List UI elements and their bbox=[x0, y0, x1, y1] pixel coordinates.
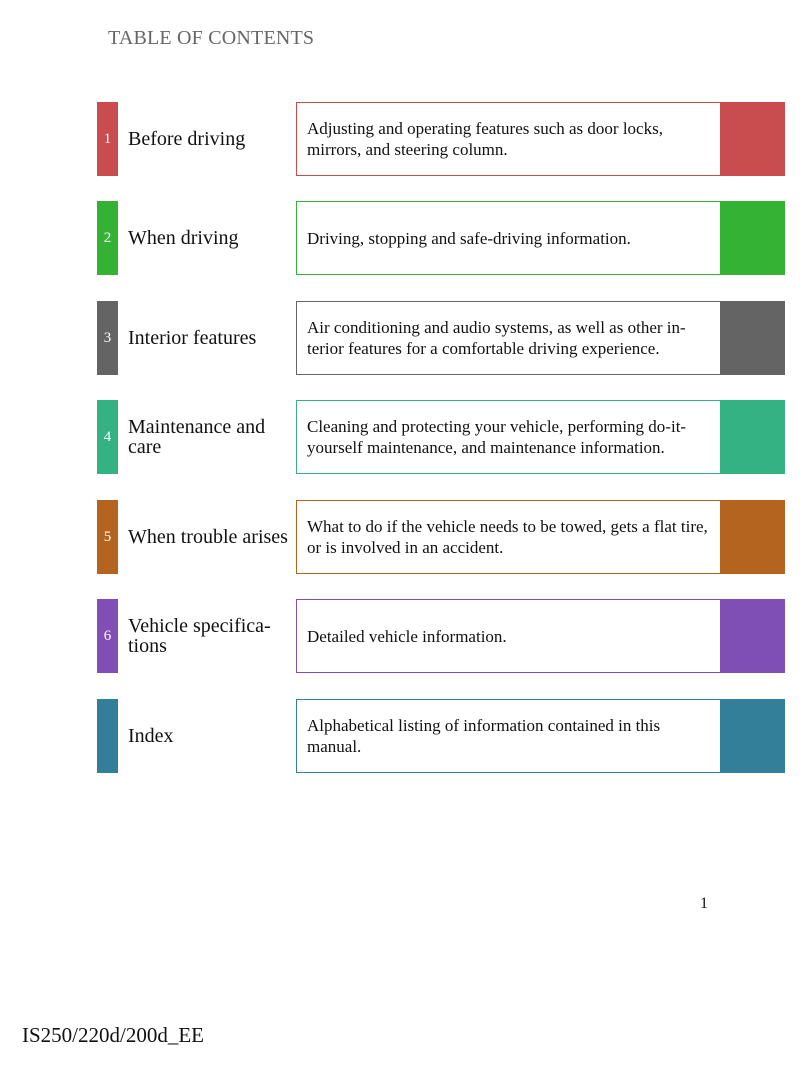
section-title[interactable]: Interior features bbox=[128, 327, 257, 349]
section-title[interactable]: Maintenance and care bbox=[128, 416, 266, 458]
section-description: Adjusting and operating features such as door locks, mirrors, and steering column. bbox=[307, 119, 663, 159]
section-number-badge: 3 bbox=[97, 301, 118, 375]
section-color-tab[interactable] bbox=[720, 500, 785, 574]
toc-section-specifications[interactable] bbox=[97, 599, 785, 673]
toc-section-interior-features[interactable] bbox=[97, 301, 785, 375]
section-description-box bbox=[296, 500, 741, 574]
section-description: Air conditioning and audio systems, as well as other in-terior features for a comfortable driving experience. bbox=[307, 318, 686, 358]
section-description-box bbox=[296, 699, 741, 773]
section-description: Detailed vehicle information. bbox=[307, 626, 507, 646]
section-color-tab[interactable] bbox=[720, 400, 785, 474]
section-number-badge: 4 bbox=[97, 400, 118, 474]
page-title: TABLE OF CONTENTS bbox=[108, 27, 315, 49]
section-title[interactable]: Before driving bbox=[128, 128, 246, 150]
model-code: IS250/220d/200d_EE bbox=[22, 1023, 204, 1047]
section-color-tab[interactable] bbox=[720, 201, 785, 275]
section-description-box bbox=[296, 599, 741, 673]
toc-section-when-driving[interactable] bbox=[97, 201, 785, 275]
section-title[interactable]: When driving bbox=[128, 227, 239, 249]
section-description-box bbox=[296, 201, 741, 275]
section-number-badge bbox=[97, 699, 118, 773]
section-title[interactable]: When trouble arises bbox=[128, 526, 288, 548]
toc-section-before-driving[interactable] bbox=[97, 102, 785, 176]
section-number-badge: 1 bbox=[97, 102, 118, 176]
page-number: 1 bbox=[700, 895, 708, 912]
section-description: Alphabetical listing of information contained in this manual. bbox=[307, 716, 661, 756]
toc-section-maintenance[interactable] bbox=[97, 400, 785, 474]
section-description-box bbox=[296, 102, 741, 176]
section-number-badge: 6 bbox=[97, 599, 118, 673]
toc-section-trouble[interactable] bbox=[97, 500, 785, 574]
toc-section-index[interactable] bbox=[97, 699, 785, 773]
section-description-box bbox=[296, 301, 741, 375]
section-color-tab[interactable] bbox=[720, 699, 785, 773]
section-description: What to do if the vehicle needs to be towed, gets a flat tire, or is involved in an accident. bbox=[307, 517, 708, 557]
section-description: Cleaning and protecting your vehicle, performing do-it-yourself maintenance, and maintenance information. bbox=[307, 417, 687, 457]
section-title[interactable]: Index bbox=[128, 725, 174, 747]
section-number-badge: 5 bbox=[97, 500, 118, 574]
section-color-tab[interactable] bbox=[720, 301, 785, 375]
section-description-box bbox=[296, 400, 741, 474]
section-color-tab[interactable] bbox=[720, 102, 785, 176]
section-color-tab[interactable] bbox=[720, 599, 785, 673]
section-description: Driving, stopping and safe-driving information. bbox=[307, 228, 631, 248]
section-number-badge: 2 bbox=[97, 201, 118, 275]
section-title[interactable]: Vehicle specifica-tions bbox=[128, 615, 271, 657]
